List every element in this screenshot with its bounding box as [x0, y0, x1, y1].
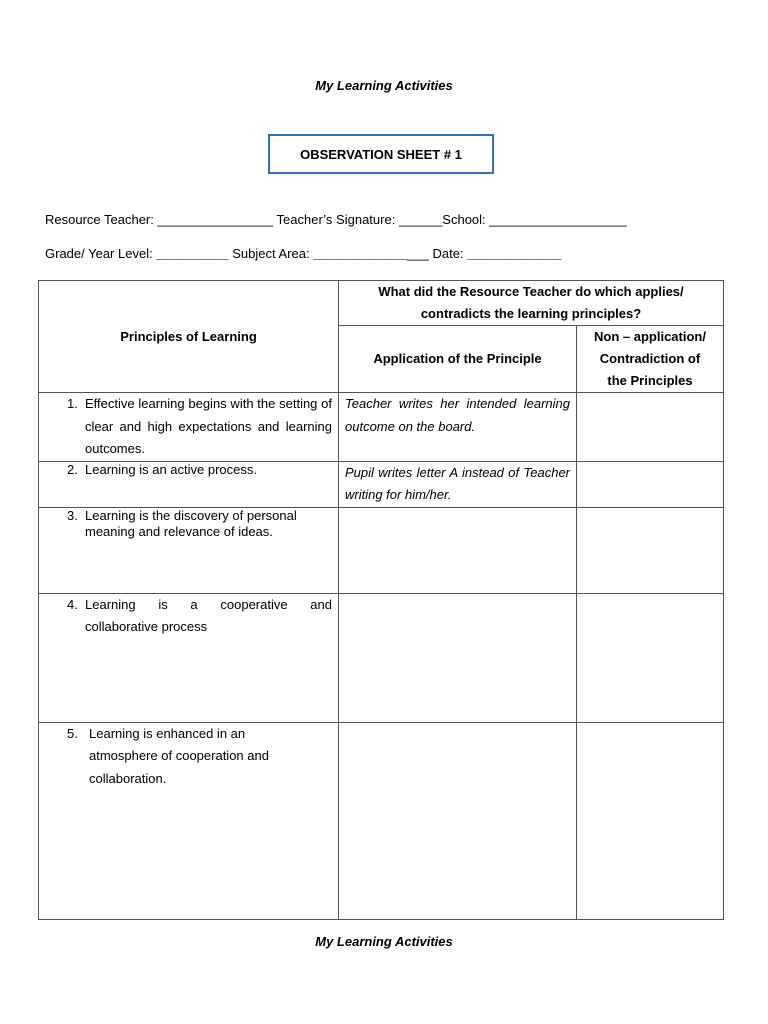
application-text: Teacher writes her intended learning outcome on the board. [345, 396, 570, 434]
row-number: 3. [67, 507, 78, 523]
table-row [39, 593, 724, 722]
principles-header: Principles of Learning [39, 281, 339, 393]
application-cell[interactable] [339, 393, 577, 462]
resource-teacher-field: Resource Teacher: ________________ [45, 212, 277, 227]
table-row [39, 461, 724, 507]
application-cell[interactable] [339, 507, 577, 593]
grade-blank: __________ [156, 246, 229, 261]
class-info-line [45, 246, 735, 261]
principle-cell [39, 393, 339, 462]
application-cell[interactable] [339, 593, 577, 722]
non-application-cell[interactable] [577, 593, 724, 722]
grade-label: Grade/ Year Level: [45, 246, 157, 261]
row-number: 4. [67, 596, 78, 612]
principle-cell [39, 461, 339, 507]
application-text: Pupil writes letter A instead of Teacher writing for him/her. [345, 464, 570, 502]
table-row [39, 507, 724, 593]
principle-cell [39, 593, 339, 722]
row-number: 2. [67, 461, 78, 477]
principle-text: Learning is enhanced in an atmosphere of cooperation and collaboration. [89, 725, 269, 786]
principle-cell [39, 722, 339, 919]
row-number: 5. [67, 725, 78, 741]
question-header: What did the Resource Teacher do which applies/ contradicts the learning principles? [339, 281, 724, 326]
row-number: 1. [67, 396, 78, 411]
table-row [39, 722, 724, 919]
subject-label: Subject Area: [228, 246, 314, 261]
non-application-cell[interactable] [577, 393, 724, 462]
non-application-cell[interactable] [577, 722, 724, 919]
page-footer-title: My Learning Activities [315, 934, 453, 949]
teacher-info-line [45, 212, 735, 227]
principle-text: Learning is the discovery of personal meaning and relevance of ideas. [85, 507, 297, 539]
principle-cell [39, 507, 339, 593]
table-row [39, 393, 724, 462]
subject-blank: _____________ [313, 246, 408, 261]
application-cell[interactable] [339, 461, 577, 507]
principle-text: Effective learning begins with the setting of clear and high expectations and learning outcomes. [85, 396, 332, 456]
principle-text: Learning is a cooperative and collaborative process [85, 596, 332, 634]
non-application-header: Non – application/ Contradiction of the Principles [577, 326, 724, 393]
principle-text: Learning is an active process. [85, 461, 257, 477]
non-application-cell[interactable] [577, 507, 724, 593]
page-header-title: My Learning Activities [315, 78, 453, 93]
observation-sheet-title: OBSERVATION SHEET # 1 [268, 134, 494, 174]
application-cell[interactable] [339, 722, 577, 919]
observation-table [38, 280, 724, 920]
non-application-cell[interactable] [577, 461, 724, 507]
application-header: Application of the Principle [339, 326, 577, 393]
date-blank: _____________ [467, 246, 562, 261]
school-field: School: ___________________ [442, 212, 627, 227]
subject-tail: ___ Date: [407, 246, 468, 261]
teacher-signature-field: Teacher’s Signature: ______ [276, 212, 443, 227]
